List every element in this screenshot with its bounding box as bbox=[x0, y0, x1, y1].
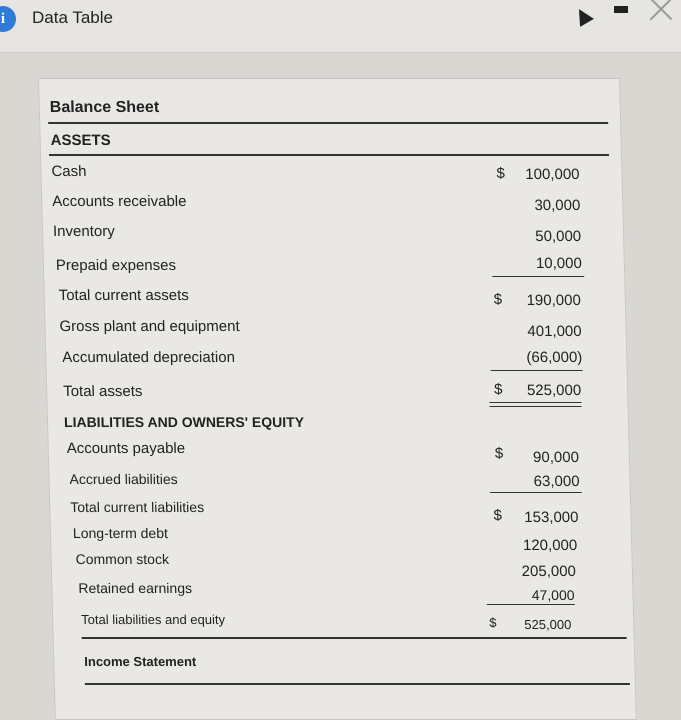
total-assets-value: 525,000 bbox=[526, 382, 582, 399]
accrued-liabilities-label: Accrued liabilities bbox=[69, 471, 178, 487]
total-current-liabilities-value: 153,000 bbox=[524, 509, 579, 526]
divider bbox=[85, 683, 630, 685]
common-stock-label: Common stock bbox=[75, 551, 170, 567]
inventory-label: Inventory bbox=[52, 223, 115, 240]
cash-currency: $ bbox=[496, 165, 506, 182]
prepaid-expenses-label: Prepaid expenses bbox=[55, 257, 177, 274]
accounts-receivable-value: 30,000 bbox=[534, 197, 581, 214]
accumulated-depreciation-label: Accumulated depreciation bbox=[62, 349, 236, 366]
retained-earnings-value: 47,000 bbox=[531, 587, 575, 603]
accounts-payable-label: Accounts payable bbox=[66, 440, 186, 457]
balance-sheet-title: Balance Sheet bbox=[49, 99, 160, 116]
double-rule bbox=[489, 402, 581, 407]
divider bbox=[49, 154, 609, 156]
window-title: Data Table bbox=[32, 8, 113, 27]
long-term-debt-value: 120,000 bbox=[522, 537, 578, 554]
total-current-liabilities-currency: $ bbox=[493, 507, 503, 524]
subtotal-rule bbox=[492, 276, 584, 277]
total-current-assets-value: 190,000 bbox=[526, 292, 582, 309]
cash-label: Cash bbox=[51, 163, 87, 180]
long-term-debt-label: Long-term debt bbox=[72, 525, 169, 541]
total-current-liabilities-label: Total current liabilities bbox=[70, 499, 205, 515]
data-table-panel bbox=[38, 78, 637, 720]
accumulated-depreciation-value: (66,000) bbox=[526, 349, 583, 366]
divider bbox=[82, 637, 627, 639]
accounts-payable-currency: $ bbox=[494, 445, 504, 462]
gross-plant-label: Gross plant and equipment bbox=[59, 318, 240, 335]
total-liabilities-equity-value: 525,000 bbox=[524, 617, 572, 632]
total-liabilities-equity-currency: $ bbox=[489, 615, 497, 630]
subtotal-rule bbox=[487, 604, 575, 605]
liabilities-header: LIABILITIES AND OWNERS' EQUITY bbox=[63, 414, 305, 430]
prepaid-expenses-value: 10,000 bbox=[535, 255, 583, 272]
cursor-icon bbox=[572, 5, 594, 27]
common-stock-value: 205,000 bbox=[521, 563, 577, 580]
total-current-assets-currency: $ bbox=[493, 291, 503, 308]
retained-earnings-label: Retained earnings bbox=[78, 580, 193, 596]
info-icon: i bbox=[0, 6, 16, 32]
inventory-value: 50,000 bbox=[535, 228, 582, 245]
total-assets-label: Total assets bbox=[62, 383, 143, 400]
gross-plant-value: 401,000 bbox=[527, 323, 582, 340]
close-icon[interactable] bbox=[646, 0, 676, 24]
cash-value: 100,000 bbox=[525, 166, 580, 183]
accounts-receivable-label: Accounts receivable bbox=[52, 193, 187, 210]
total-current-assets-label: Total current assets bbox=[58, 287, 189, 304]
divider bbox=[48, 122, 608, 124]
minimize-icon[interactable] bbox=[614, 6, 628, 13]
total-assets-currency: $ bbox=[493, 381, 503, 398]
total-liabilities-equity-label: Total liabilities and equity bbox=[80, 612, 226, 627]
subtotal-rule bbox=[491, 370, 583, 371]
income-statement-title: Income Statement bbox=[84, 654, 197, 669]
title-bar bbox=[0, 0, 681, 53]
accrued-liabilities-value: 63,000 bbox=[533, 473, 580, 490]
assets-header: ASSETS bbox=[50, 132, 111, 149]
accounts-payable-value: 90,000 bbox=[532, 449, 580, 466]
subtotal-rule bbox=[490, 492, 582, 493]
